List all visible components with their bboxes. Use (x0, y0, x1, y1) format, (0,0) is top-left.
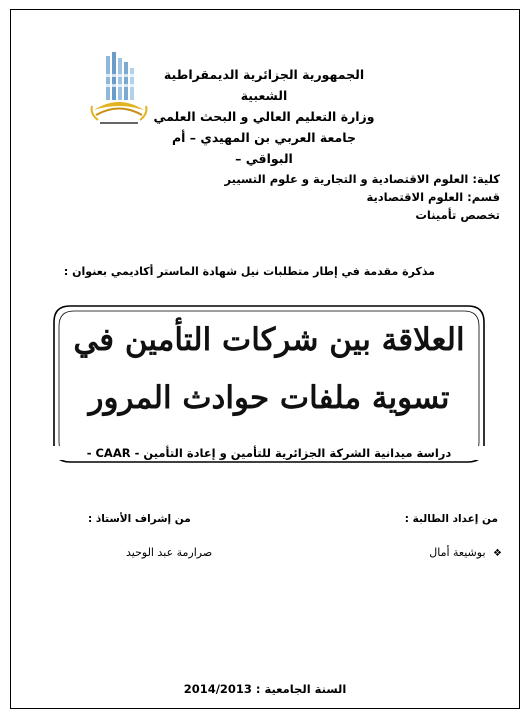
supervised-by-label: من إشراف الأستاذ : (88, 513, 191, 525)
academic-year: السنة الجامعية : 2014/2013 (183, 682, 347, 696)
prepared-by-label: من إعداد الطالبة : (404, 513, 498, 525)
supervisor-name: صرارمة عبد الوحيد (126, 546, 213, 559)
title-line-2: تسوية ملفات حوادث المرور (88, 380, 450, 416)
republic-name: الجمهورية الجزائرية الديمقراطية الشعبية (163, 67, 365, 103)
university-logo (86, 50, 152, 130)
memo-intro: مذكرة مقدمة في إطار متطلبات نيل شهادة الماستر أكاديمي بعنوان : (63, 265, 435, 278)
institution-header (150, 64, 378, 169)
ministry-name: وزارة التعليم العالي و البحث العلمي (153, 109, 375, 124)
student-name: بوشيعة أمال (429, 546, 486, 559)
university-name: جامعة العربي بن المهيدي – أم البواقي – (171, 130, 356, 166)
faculty-info (40, 170, 500, 224)
student-entry (429, 546, 502, 559)
specialty-line: تخصص تأمينات (415, 208, 500, 222)
study-subtitle-text: دراسة ميدانية الشركة الجزائرية للتأمين و إعادة التأمين - CAAR - (83, 446, 456, 460)
faculty-line: كلية: العلوم الاقتصادية و التجارية و علوم التسيير (224, 172, 500, 186)
diamond-bullet-icon: ❖ (493, 548, 502, 559)
department-line: قسم: العلوم الاقتصادية (366, 190, 500, 204)
study-subtitle (48, 446, 490, 460)
title-box (48, 300, 490, 468)
title-line-1: العلاقة بين شركات التأمين في (73, 322, 465, 358)
